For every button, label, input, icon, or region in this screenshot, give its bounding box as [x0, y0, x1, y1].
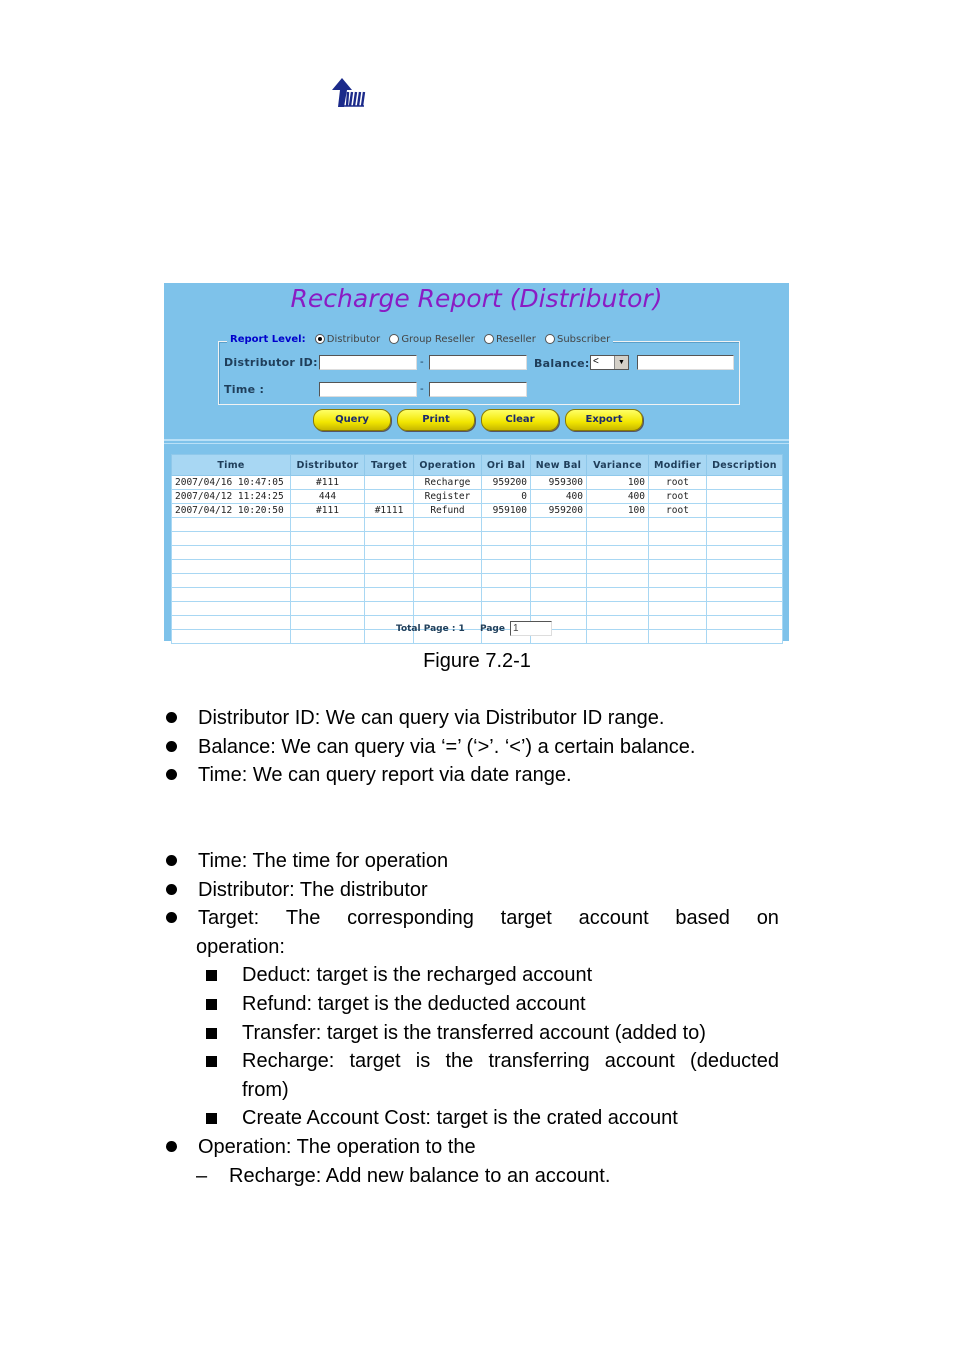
- cell-modifier: root: [649, 476, 707, 490]
- empty-cell: [649, 630, 707, 644]
- empty-cell: [482, 602, 531, 616]
- empty-cell: [531, 518, 587, 532]
- radio-subscriber-label: Subscriber: [557, 334, 611, 345]
- bullet-icon: [166, 912, 177, 923]
- dash-item-recharge: Recharge: Add new balance to an account.: [229, 1165, 611, 1187]
- sub-bullet-transfer: Transfer: target is the transferred account (added to): [242, 1022, 706, 1044]
- empty-cell: [482, 560, 531, 574]
- empty-cell: [172, 602, 291, 616]
- empty-cell: [649, 560, 707, 574]
- clear-button[interactable]: Clear: [481, 409, 559, 431]
- radio-distributor-label: Distributor: [326, 334, 381, 345]
- cell-time: 2007/04/12 10:20:50: [172, 504, 291, 518]
- empty-cell: [291, 588, 365, 602]
- chevron-down-icon: ▼: [614, 356, 628, 369]
- square-bullet-icon: [206, 1056, 217, 1067]
- empty-cell: [365, 588, 414, 602]
- print-button[interactable]: Print: [397, 409, 475, 431]
- empty-cell: [414, 532, 482, 546]
- empty-cell: [707, 602, 783, 616]
- table-row-empty: [172, 532, 783, 546]
- empty-cell: [172, 574, 291, 588]
- empty-cell: [291, 532, 365, 546]
- empty-cell: [482, 518, 531, 532]
- empty-cell: [365, 574, 414, 588]
- balance-operator-value: <: [593, 356, 599, 367]
- bullet-icon: [166, 712, 177, 723]
- cell-target: [365, 476, 414, 490]
- cell-new-bal: 959200: [531, 504, 587, 518]
- empty-cell: [649, 518, 707, 532]
- square-bullet-icon: [206, 1113, 217, 1124]
- empty-cell: [414, 560, 482, 574]
- bullet-operation: Operation: The operation to the: [198, 1136, 476, 1158]
- cell-variance: 100: [587, 504, 649, 518]
- cell-description: [707, 490, 783, 504]
- cell-ori-bal: 959200: [482, 476, 531, 490]
- empty-cell: [414, 588, 482, 602]
- empty-cell: [531, 546, 587, 560]
- table-row-empty: [172, 560, 783, 574]
- empty-cell: [707, 588, 783, 602]
- total-page-label: Total Page : 1: [396, 624, 465, 634]
- empty-cell: [587, 546, 649, 560]
- empty-cell: [414, 518, 482, 532]
- table-row-empty: [172, 574, 783, 588]
- dash-bullet: –: [196, 1165, 208, 1187]
- sub-bullet-recharge: Recharge: target is the transferring account (deducted: [242, 1050, 779, 1072]
- empty-cell: [531, 602, 587, 616]
- cell-new-bal: 400: [531, 490, 587, 504]
- cell-modifier: root: [649, 504, 707, 518]
- company-logo: [330, 76, 368, 110]
- cell-distributor: 444: [291, 490, 365, 504]
- balance-label: Balance:: [534, 357, 590, 370]
- empty-cell: [649, 602, 707, 616]
- page-label: Page: [480, 624, 505, 634]
- table-row-empty: [172, 630, 783, 644]
- divider: [164, 439, 789, 441]
- divider: [164, 443, 789, 444]
- square-bullet-icon: [206, 999, 217, 1010]
- empty-cell: [587, 560, 649, 574]
- empty-cell: [365, 546, 414, 560]
- empty-cell: [649, 574, 707, 588]
- table-header-row: [172, 455, 783, 476]
- empty-cell: [707, 616, 783, 630]
- radio-subscriber[interactable]: [545, 334, 555, 344]
- empty-cell: [707, 560, 783, 574]
- report-level-legend: [227, 334, 613, 345]
- cell-target: [365, 490, 414, 504]
- empty-cell: [531, 560, 587, 574]
- bullet-distributor: Distributor: The distributor: [198, 879, 428, 901]
- empty-cell: [482, 532, 531, 546]
- empty-cell: [587, 602, 649, 616]
- radio-reseller-label: Reseller: [495, 334, 536, 345]
- cell-description: [707, 476, 783, 490]
- sub-bullet-deduct: Deduct: target is the recharged account: [242, 964, 593, 986]
- empty-cell: [531, 588, 587, 602]
- column-header[interactable]: Distributor: [291, 455, 365, 476]
- empty-cell: [172, 518, 291, 532]
- distributor-id-to-input[interactable]: [429, 355, 527, 370]
- column-header[interactable]: Time: [172, 455, 291, 476]
- bullet-time-query: Time: We can query report via date range.: [198, 764, 572, 786]
- query-button[interactable]: Query: [313, 409, 391, 431]
- empty-cell: [365, 532, 414, 546]
- empty-cell: [587, 518, 649, 532]
- sub-bullet-refund: Refund: target is the deducted account: [242, 993, 586, 1015]
- empty-cell: [587, 630, 649, 644]
- empty-cell: [414, 602, 482, 616]
- empty-cell: [291, 616, 365, 630]
- cell-ori-bal: 959100: [482, 504, 531, 518]
- empty-cell: [482, 546, 531, 560]
- distributor-id-label: Distributor ID:: [224, 356, 318, 369]
- empty-cell: [649, 616, 707, 630]
- report-title: Recharge Report (Distributor): [290, 284, 663, 313]
- cell-variance: 100: [587, 476, 649, 490]
- empty-cell: [482, 588, 531, 602]
- query-fieldset: [218, 334, 740, 405]
- empty-cell: [414, 546, 482, 560]
- cell-operation: Refund: [414, 504, 482, 518]
- cell-new-bal: 959300: [531, 476, 587, 490]
- export-button[interactable]: Export: [565, 409, 643, 431]
- empty-cell: [172, 532, 291, 546]
- empty-cell: [365, 602, 414, 616]
- cell-description: [707, 504, 783, 518]
- empty-cell: [172, 616, 291, 630]
- empty-cell: [365, 518, 414, 532]
- empty-cell: [291, 560, 365, 574]
- empty-cell: [291, 574, 365, 588]
- bullet-icon: [166, 884, 177, 895]
- empty-cell: [587, 616, 649, 630]
- table-row-empty: [172, 616, 783, 630]
- table-row-empty: [172, 546, 783, 560]
- empty-cell: [172, 546, 291, 560]
- target-word: corresponding: [347, 907, 474, 929]
- empty-cell: [365, 560, 414, 574]
- sub-bullet-recharge-continuation: from): [242, 1079, 289, 1101]
- empty-cell: [482, 574, 531, 588]
- empty-cell: [587, 532, 649, 546]
- bullet-distributor-id: Distributor ID: We can query via Distributor ID range.: [198, 707, 665, 729]
- square-bullet-icon: [206, 970, 217, 981]
- empty-cell: [649, 546, 707, 560]
- empty-cell: [649, 588, 707, 602]
- column-header[interactable]: Variance: [587, 455, 649, 476]
- time-dash: -: [420, 383, 424, 395]
- empty-cell: [531, 532, 587, 546]
- sub-bullet-create-account-cost: Create Account Cost: target is the crated account: [242, 1107, 678, 1129]
- column-header[interactable]: Target: [365, 455, 414, 476]
- recharge-report-figure: [164, 283, 789, 641]
- bullet-target: [198, 904, 779, 932]
- empty-cell: [531, 574, 587, 588]
- figure-caption: Figure 7.2-1: [423, 650, 531, 672]
- cell-operation: Recharge: [414, 476, 482, 490]
- table-row-empty: [172, 518, 783, 532]
- report-table: [171, 454, 783, 644]
- table-row[interactable]: [172, 476, 783, 490]
- bullet-time: Time: The time for operation: [198, 850, 449, 872]
- empty-cell: [707, 630, 783, 644]
- target-word: The: [285, 907, 321, 929]
- report-level-label: Report Level:: [230, 334, 306, 345]
- bullet-balance: Balance: We can query via ‘=’ (‘>’. ‘<’) a certain balance.: [198, 736, 696, 758]
- table-row[interactable]: [172, 504, 783, 518]
- bullet-icon: [166, 769, 177, 780]
- target-continuation: operation:: [196, 936, 285, 958]
- empty-cell: [587, 588, 649, 602]
- balance-value-input[interactable]: [637, 355, 734, 370]
- time-from-input[interactable]: [319, 382, 417, 397]
- empty-cell: [587, 574, 649, 588]
- empty-cell: [172, 588, 291, 602]
- empty-cell: [707, 532, 783, 546]
- distributor-id-from-input[interactable]: [319, 355, 417, 370]
- time-label: Time :: [224, 383, 265, 396]
- bullet-icon: [166, 855, 177, 866]
- column-header[interactable]: Operation: [414, 455, 482, 476]
- empty-cell: [707, 574, 783, 588]
- empty-cell: [707, 518, 783, 532]
- target-word: based: [675, 907, 730, 929]
- distributor-id-dash: -: [420, 356, 424, 368]
- cell-time: 2007/04/16 10:47:05: [172, 476, 291, 490]
- target-word: Target:: [198, 907, 260, 929]
- cell-distributor: #111: [291, 504, 365, 518]
- cell-ori-bal: 0: [482, 490, 531, 504]
- empty-cell: [291, 602, 365, 616]
- cell-distributor: #111: [291, 476, 365, 490]
- bullet-icon: [166, 1141, 177, 1152]
- empty-cell: [291, 518, 365, 532]
- empty-cell: [291, 630, 365, 644]
- column-header[interactable]: Modifier: [649, 455, 707, 476]
- empty-cell: [172, 630, 291, 644]
- target-word: target: [500, 907, 552, 929]
- cell-operation: Register: [414, 490, 482, 504]
- empty-cell: [414, 574, 482, 588]
- radio-distributor[interactable]: [315, 334, 325, 344]
- balance-operator-select[interactable]: [590, 355, 629, 370]
- target-word: account: [578, 907, 649, 929]
- empty-cell: [707, 546, 783, 560]
- empty-cell: [291, 546, 365, 560]
- bullet-icon: [166, 741, 177, 752]
- cell-target: #1111: [365, 504, 414, 518]
- table-row-empty: [172, 602, 783, 616]
- square-bullet-icon: [206, 1028, 217, 1039]
- empty-cell: [649, 532, 707, 546]
- page-input[interactable]: 1: [510, 621, 552, 636]
- cell-modifier: root: [649, 490, 707, 504]
- column-header[interactable]: New Bal: [531, 455, 587, 476]
- table-row[interactable]: [172, 490, 783, 504]
- target-word: on: [756, 907, 779, 929]
- radio-group-reseller-label: Group Reseller: [401, 334, 475, 345]
- column-header[interactable]: Description: [707, 455, 783, 476]
- table-row-empty: [172, 588, 783, 602]
- radio-reseller[interactable]: [484, 334, 494, 344]
- column-header[interactable]: Ori Bal: [482, 455, 531, 476]
- empty-cell: [172, 560, 291, 574]
- cell-time: 2007/04/12 11:24:25: [172, 490, 291, 504]
- radio-group-reseller[interactable]: [389, 334, 399, 344]
- time-to-input[interactable]: [429, 382, 527, 397]
- cell-variance: 400: [587, 490, 649, 504]
